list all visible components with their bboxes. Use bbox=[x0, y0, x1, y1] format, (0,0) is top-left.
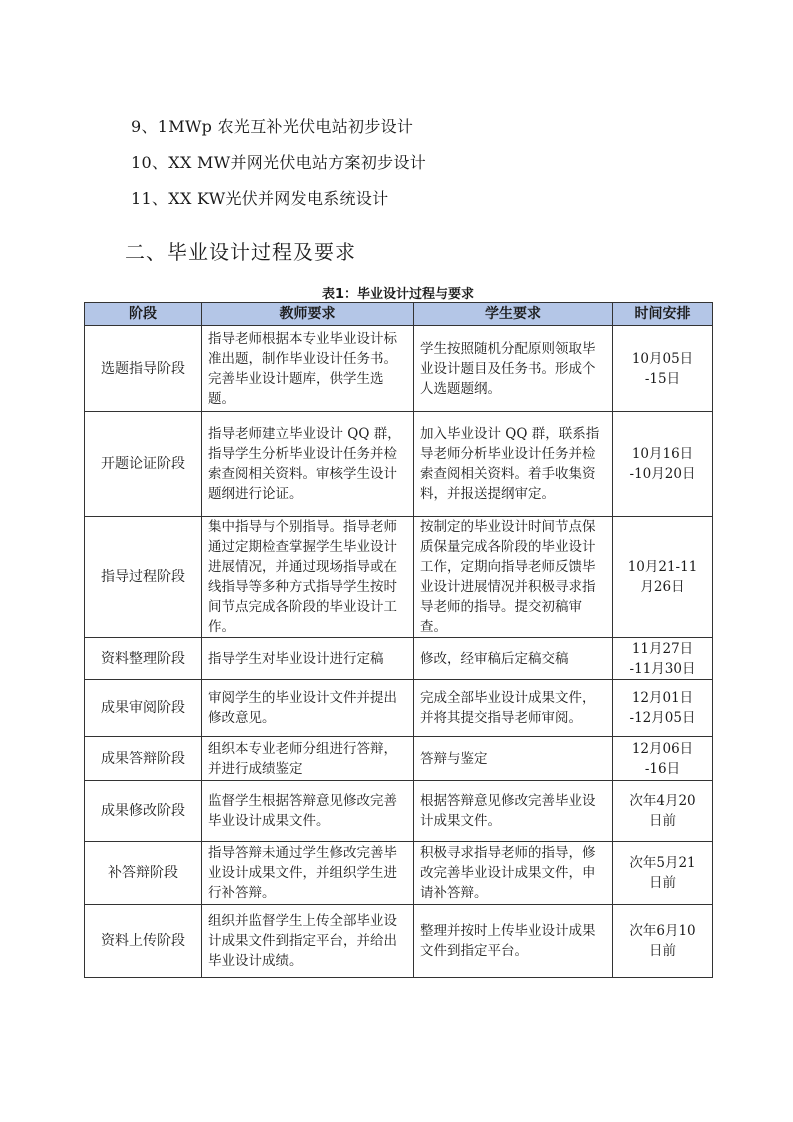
stage-cell: 资料整理阶段 bbox=[85, 638, 202, 680]
topic-item: 11、XX KW光伏并网发电系统设计 bbox=[131, 189, 389, 208]
stage-cell: 选题指导阶段 bbox=[85, 326, 202, 412]
student-requirement-cell: 学生按照随机分配原则领取毕业设计题目及任务书。形成个人选题题纲。 bbox=[414, 326, 613, 412]
topic-item: 9、1MWp 农光互补光伏电站初步设计 bbox=[131, 117, 414, 136]
schedule-cell: 次年4月20 日前 bbox=[613, 781, 713, 842]
stage-cell: 指导过程阶段 bbox=[85, 517, 202, 638]
table-header-row bbox=[85, 303, 713, 326]
column-header-stage: 阶段 bbox=[85, 303, 202, 326]
section-title: 二、毕业设计过程及要求 bbox=[125, 240, 356, 264]
schedule-cell: 10月05日 -15日 bbox=[613, 326, 713, 412]
table-row bbox=[85, 781, 713, 842]
table-caption: 表1：毕业设计过程与要求 bbox=[321, 287, 475, 302]
table-row bbox=[85, 517, 713, 638]
table-row bbox=[85, 412, 713, 517]
stage-cell: 补答辩阶段 bbox=[85, 842, 202, 905]
schedule-cell: 次年5月21 日前 bbox=[613, 842, 713, 905]
teacher-requirement-cell: 集中指导与个别指导。指导老师通过定期检查掌握学生毕业设计进展情况，并通过现场指导或在线指导等多种方式指导学生按时间节点完成各阶段的毕业设计工作。 bbox=[202, 517, 414, 638]
teacher-requirement-cell: 指导老师根据本专业毕业设计标准出题，制作毕业设计任务书。完善毕业设计题库，供学生选题。 bbox=[202, 326, 414, 412]
design-topic-list bbox=[131, 113, 426, 221]
process-requirements-table bbox=[84, 302, 713, 978]
schedule-cell: 12月01日 -12月05日 bbox=[613, 680, 713, 737]
teacher-requirement-cell: 组织本专业老师分组进行答辩，并进行成绩鉴定 bbox=[202, 737, 414, 781]
table-row bbox=[85, 737, 713, 781]
schedule-cell: 12月06日 -16日 bbox=[613, 737, 713, 781]
stage-cell: 成果修改阶段 bbox=[85, 781, 202, 842]
teacher-requirement-cell: 指导学生对毕业设计进行定稿 bbox=[202, 638, 414, 680]
column-header-student: 学生要求 bbox=[414, 303, 613, 326]
schedule-cell: 10月16日 -10月20日 bbox=[613, 412, 713, 517]
student-requirement-cell: 整理并按时上传毕业设计成果文件到指定平台。 bbox=[414, 905, 613, 978]
schedule-cell: 11月27日 -11月30日 bbox=[613, 638, 713, 680]
student-requirement-cell: 完成全部毕业设计成果文件，并将其提交指导老师审阅。 bbox=[414, 680, 613, 737]
schedule-cell: 10月21-11 月26日 bbox=[613, 517, 713, 638]
stage-cell: 资料上传阶段 bbox=[85, 905, 202, 978]
teacher-requirement-cell: 监督学生根据答辩意见修改完善毕业设计成果文件。 bbox=[202, 781, 414, 842]
teacher-requirement-cell: 指导老师建立毕业设计 QQ 群，指导学生分析毕业设计任务并检索查阅相关资料。审核学生设计题纲进行论证。 bbox=[202, 412, 414, 517]
student-requirement-cell: 根据答辩意见修改完善毕业设计成果文件。 bbox=[414, 781, 613, 842]
student-requirement-cell: 答辩与鉴定 bbox=[414, 737, 613, 781]
table-row bbox=[85, 905, 713, 978]
topic-item: 10、XX MW并网光伏电站方案初步设计 bbox=[131, 153, 427, 172]
column-header-time: 时间安排 bbox=[613, 303, 713, 326]
stage-cell: 成果答辩阶段 bbox=[85, 737, 202, 781]
table-row bbox=[85, 680, 713, 737]
student-requirement-cell: 按制定的毕业设计时间节点保质保量完成各阶段的毕业设计工作，定期向指导老师反馈毕业设计进展情况并积极寻求指导老师的指导。提交初稿审查。 bbox=[414, 517, 613, 638]
teacher-requirement-cell: 审阅学生的毕业设计文件并提出修改意见。 bbox=[202, 680, 414, 737]
teacher-requirement-cell: 组织并监督学生上传全部毕业设计成果文件到指定平台，并给出毕业设计成绩。 bbox=[202, 905, 414, 978]
teacher-requirement-cell: 指导答辩未通过学生修改完善毕业设计成果文件，并组织学生进行补答辩。 bbox=[202, 842, 414, 905]
stage-cell: 开题论证阶段 bbox=[85, 412, 202, 517]
student-requirement-cell: 积极寻求指导老师的指导，修改完善毕业设计成果文件，申请补答辩。 bbox=[414, 842, 613, 905]
table-row bbox=[85, 842, 713, 905]
student-requirement-cell: 加入毕业设计 QQ 群，联系指导老师分析毕业设计任务并检索查阅相关资料。着手收集资料，并报送提纲审定。 bbox=[414, 412, 613, 517]
student-requirement-cell: 修改，经审稿后定稿交稿 bbox=[414, 638, 613, 680]
stage-cell: 成果审阅阶段 bbox=[85, 680, 202, 737]
table-row bbox=[85, 326, 713, 412]
schedule-cell: 次年6月10 日前 bbox=[613, 905, 713, 978]
column-header-teacher: 教师要求 bbox=[202, 303, 414, 326]
table-row bbox=[85, 638, 713, 680]
